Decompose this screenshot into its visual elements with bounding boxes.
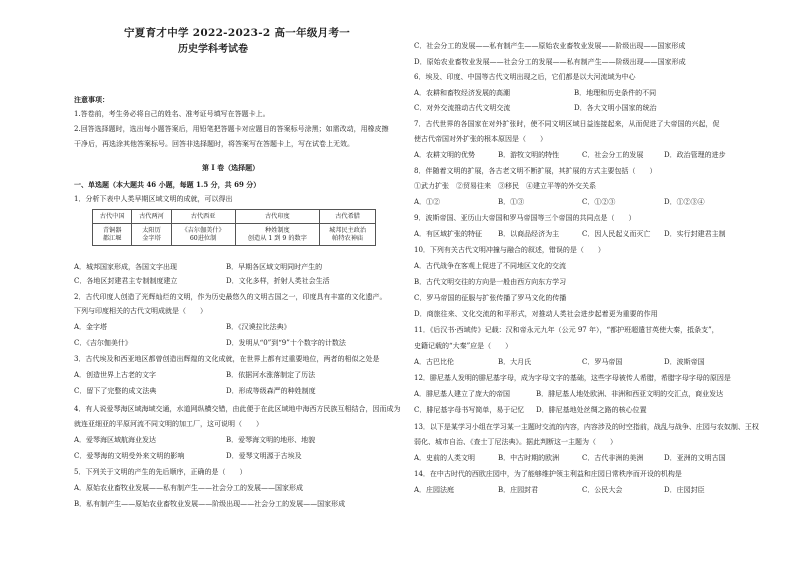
civilization-table [92,209,376,246]
option: A．腓尼基人建立了庞大的帝国 [414,390,511,398]
option: B．庄园封君 [498,486,539,494]
option: B．私有制产生——原始农业畜牧业发展——阶级出现——社会分工的发展——国家形成 [74,500,346,508]
question-13: 13．以下是某学习小组在学习某一主题时交流的内容，内容涉及的时空指前，战乱与战争、庄园与农奴制、王权 [414,423,759,431]
option: C．公民大会 [582,486,623,494]
option: D．波斯帝国 [664,358,705,366]
table-header-row [93,210,376,224]
question-6: 6．埃及、印度、中国等古代文明出现之后，它们都是以大河流域为中心 [414,73,636,81]
option: D．政治管理的进步 [664,151,726,159]
question-12: 12．腓尼基人发明的腓尼基字母，成为字母文字的基础，这些字母被传人希腊，希腊字母字母的原因是 [414,374,731,382]
option: D．文化多样，折射人类社会生活 [226,277,330,285]
option: D．实行封建君主制 [664,230,726,238]
option: B．腓尼基人地处欧洲、非洲和西亚文明的交汇点，商业发达 [536,390,724,398]
option: A．有区域扩张的特征 [414,230,483,238]
option: B．①③ [498,198,525,206]
option: B．以商品经济为主 [498,230,560,238]
question-8-items: ①武力扩张 ②贸易往来 ③移民 ④建立平等的外交关系 [414,182,596,190]
option: A．①② [414,198,441,206]
option: A．古巴比伦 [414,358,455,366]
question-10: 10．下列有关古代文明冲撞与融合的叙述，错误的是（ ） [414,246,605,254]
table-cell: 城邦民主政治 帕特农神庙 [320,224,376,246]
table-header-cell: 古代西亚 [171,210,235,224]
option: D．商旅往来、文化交流的和平形式，对推动人类社会进步起着更为重要的作用 [414,310,658,318]
option: C．古代非洲的美洲 [582,454,644,462]
option: A．金字塔 [74,323,108,331]
table-header-cell: 古代中国 [93,210,132,224]
option: D．发明从“0”到“9”十个数字的计数法 [226,339,346,347]
option: D．原始农业畜牧业发展——社会分工的发展——私有制产生——阶级出现——国家形成 [414,58,686,66]
option: A．农耕和畜牧经济发展的高潮 [414,89,511,97]
option: C．爱琴海的文明受外来文明的影响 [74,452,185,460]
option: B．爱琴海文明的地形、地貌 [226,436,316,444]
option: C．因人民起义而灭亡 [582,230,651,238]
option: C．罗马帝国的征服与扩张传播了罗马文化的传播 [414,294,567,302]
option: D．亚洲的文明古国 [664,454,726,462]
question-7-cont: 使古代帝国对外扩张的根本原因是（ ） [414,135,547,143]
option: D．庄园封臣 [664,486,705,494]
option: B．早期各区域文明同时产生的 [226,263,323,271]
option: B．古代文明交往的方向是一般由西方向东方学习 [414,278,567,286]
option: A．农耕文明的优势 [414,151,476,159]
table-header-cell: 古代两河 [132,210,171,224]
question-2-cont: 下列与印度相关的古代文明成就是（ ） [74,307,207,315]
option: C．《吉尔伽美什》 [74,339,132,347]
notes-heading: 注意事项： [74,95,109,104]
option: C．腓尼基字母书写简单，易于记忆 [414,406,525,414]
question-4: 4．有人说爱琴海区域海域交通，水道网纵横交错，由此便于在此区域地中海西方民族互相结合，因而成为 [74,405,401,413]
question-5: 5．下列关于文明的产生的先后顺序，正确的是（ ） [74,468,247,476]
option: D．爱琴文明源于古埃及 [226,452,302,460]
question-2: 2．古代印度人创造了光辉灿烂的文明，作为历史最悠久的文明古国之一，印度具有丰富的文化遗产。 [74,293,387,301]
option: B．地理和历史条件的不同 [574,89,657,97]
section-instruction: 一、单选题（本大题共 46 小题，每题 1.5 分，共 69 分） [74,180,261,189]
exam-title: 宁夏育才中学 2022-2023-2 高一年级月考一 [124,27,351,39]
option: C．对外交流推动古代文明交流 [414,104,511,112]
option: B．中古时期的欧洲 [498,454,560,462]
option: B．游牧文明的特性 [498,151,560,159]
option: C．各地区封建君主专制制度建立 [74,277,178,285]
question-11-cont: 史籍记载的“大秦”应是（ ） [414,342,513,350]
question-13-cont: 弱化、城市自治、《查士丁尼法典》。据此判断这一主题为（ ） [414,438,617,446]
option: A．庄园法庭 [414,486,455,494]
option: D．形成等级森严的种姓制度 [226,387,316,395]
option: A．城邦国家形成，各国文字出现 [74,263,178,271]
table-header-cell: 古代希腊 [320,210,376,224]
option: C．社会分工的发展 [582,151,644,159]
option: D．各大文明小国家的统治 [574,104,657,112]
option: C．①②③ [582,198,616,206]
option: D．①②③④ [664,198,705,206]
table-row [93,224,376,246]
question-14: 14．在中古时代的西欧庄园中，为了能够维护领主利益和庄园日常秩序而开设的机构是 [414,470,682,478]
table-cell: 太阳历 金字塔 [132,224,171,246]
option: B．大月氏 [498,358,532,366]
note-line: 干净后，再选涂其他答案标号。回答非选择题时，将答案写在答题卡上，写在试卷上无效。 [74,140,354,148]
option: B．《汉谟拉比法典》 [226,323,291,331]
option: A．原始农业畜牧业发展——私有制产生——社会分工的发展——国家形成 [74,484,304,492]
option: B．依据河水涨落制定了历法 [226,371,316,379]
option: A．古代战争在客观上促进了不同地区文化的交流 [414,262,567,270]
table-cell: 《吉尔伽美什》 60进位制 [171,224,235,246]
option: C．社会分工的发展——私有制产生——原始农业畜牧业发展——阶级出现——国家形成 [414,42,686,50]
table-cell: 青铜器 都江堰 [93,224,132,246]
question-11: 11．《后汉书·西域传》记载：汉和帝永元九年（公元 97 年），“都护班超遣甘英使大秦，抵条支”， [414,326,719,334]
note-line: 2.回答选择题时，选出每小题答案后，用铅笔把答题卡对应题目的答案标号涂黑；如需改动，用橡皮擦 [74,125,389,133]
option: D．腓尼基地处丝绸之路的核心位置 [536,406,647,414]
option: C．罗马帝国 [582,358,623,366]
question-4-cont: 就连亚细亚的平原河流不同文明的加工厂，这可说明（ ） [74,420,263,428]
note-line: 1.答卷前，考生务必将自己的姓名、准考证号填写在答题卡上。 [74,110,270,118]
option: A．史前的人类文明 [414,454,476,462]
question-1: 1．分析下表中人类早期区域文明的成就，可以得出 [74,195,233,203]
option: A．创造世界上古老的文字 [74,371,157,379]
question-3: 3．古代埃及和西亚地区都曾创造出辉煌的文化成就，在世界上都有过重要地位，两者的相似之处是 [74,355,380,363]
question-9: 9．波斯帝国、亚历山大帝国和罗马帝国等三个帝国的共同点是（ ） [414,214,636,222]
question-8: 8．伴随着文明的扩展，各古老文明不断扩展，其扩展的方式主要包括（ ） [414,167,657,175]
table-cell: 种姓制度 创造从 1 到 9 的数字 [235,224,320,246]
table-header-cell: 古代印度 [235,210,320,224]
option: C．留下了完整的成文法典 [74,387,157,395]
option: A．爱琴海区域航海业发达 [74,436,157,444]
section-title: 第 I 卷（选择题） [202,163,260,172]
exam-subtitle: 历史学科考试卷 [178,44,248,55]
question-7: 7．古代世界的各国家在对外扩张时，使不同文明区域日益连接起来，从而促进了大帝国的兴起，促 [414,120,720,128]
